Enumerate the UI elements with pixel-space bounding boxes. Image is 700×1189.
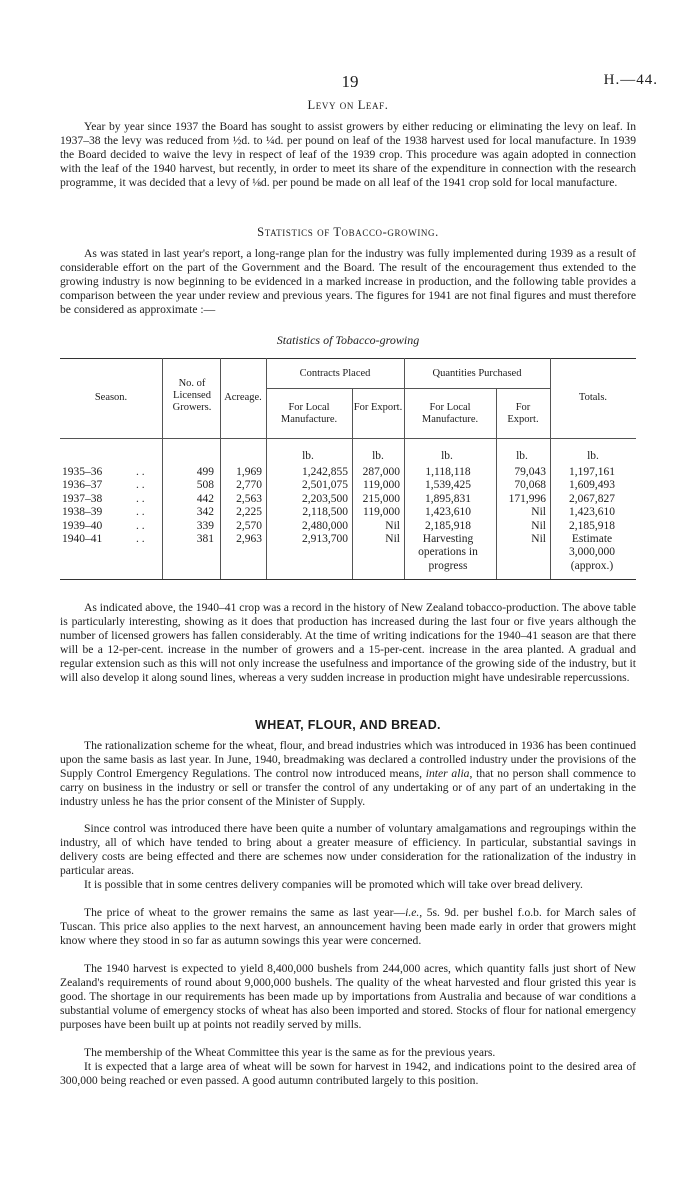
italic-text: inter alia xyxy=(425,766,470,780)
cell-contracts-export: 119,000 xyxy=(363,506,400,519)
unit-label: lb. xyxy=(441,450,453,462)
cell-contracts-local: 2,501,075 xyxy=(302,479,348,492)
unit-label: lb. xyxy=(587,450,599,462)
document-reference: H.—44. xyxy=(603,72,658,88)
cell-contracts-local: 2,118,500 xyxy=(302,506,348,519)
cell-quantities-export: Nil xyxy=(531,519,546,532)
cell-growers: 508 xyxy=(196,479,214,492)
column-rule xyxy=(162,358,163,579)
header-acreage: Acreage. xyxy=(224,392,262,403)
header-season: Season. xyxy=(94,392,128,403)
cell-contracts-local: 2,480,000 xyxy=(302,519,348,532)
leader-dots: . . xyxy=(136,506,145,519)
cell-season: 1938–39 xyxy=(62,506,103,519)
cell-quantities-local: Harvesting operations in progress xyxy=(418,533,478,572)
cell-growers: 442 xyxy=(196,492,214,505)
unit-label: lb. xyxy=(302,450,314,462)
header-growers: No. of Licensed Growers. xyxy=(172,378,212,413)
stats-heading: Statistics of Tobacco-growing. xyxy=(257,225,439,239)
cell-contracts-export: Nil xyxy=(385,533,400,545)
cell-contracts-local: 1,242,855 xyxy=(302,466,348,478)
cell-quantities-export: Nil xyxy=(531,506,546,519)
cell-growers: 342 xyxy=(196,506,214,519)
text-run: 5s. 9d. per bushel f.o.b. for March sales of Tuscan. This price also applies to the next harvest, an announcement having been made early in order that growers might know where they stood in so far as autumn sowings this year were concerned. xyxy=(60,906,636,947)
cell-acreage: 1,969 xyxy=(236,466,262,478)
leader-dots: . . xyxy=(136,466,145,478)
levy-paragraph: Year by year since 1937 the Board has sought to assist growers by either reducing or eliminating the levy on leaf. In 1937–38 the levy was reduced from ½d. to ¼d. per pound on leaf of the 1938 harvest used for local manufacture. In 1939 the Board decided to waive the levy in respect of leaf of the 1939 crop. This procedure was again adopted in connection with the leaf of the 1940 harvest, but recently, in order to meet its share of the expenditure in connection with the research programme, it was decided that a levy of ⅛d. per pound be made on all leaf of the 1941 crop sold for local manufacture. xyxy=(60,120,636,189)
cell-growers: 381 xyxy=(196,533,214,545)
page-number: 19 xyxy=(341,72,359,91)
cell-season: 1935–36 xyxy=(62,466,103,478)
cell-season: 1940–41 xyxy=(62,533,103,545)
after-table-paragraph: As indicated above, the 1940–41 crop was a record in the history of New Zealand tobacco-production. The above table is particularly interesting, showing as it does that production has increased during the last four or five years although the number of licensed growers has fallen considerably. At the time of writing indications for the 1940–41 season are that there will be a 12-per-cent. increase in the number of growers and a 15-per-cent. increase in the area planted. A gradual and regular extension such as this will not only increase the usefulness and importance of the growing side of the industry, but it will also develop it along sound lines, whereas a very sudden increase in production might have undesirable repercussions. xyxy=(60,601,636,684)
cell-season: 1937–38 xyxy=(62,492,103,505)
cell-quantities-export: 79,043 xyxy=(514,466,546,478)
cell-total: 1,609,493 xyxy=(569,479,615,492)
cell-growers: 339 xyxy=(196,519,214,532)
cell-total: 1,423,610 xyxy=(569,506,615,519)
cell-acreage: 2,563 xyxy=(236,492,262,505)
cell-season: 1936–37 xyxy=(62,479,103,492)
wheat-paragraph-2: Since control was introduced there have been quite a number of voluntary amalgamations and regroupings within the industry, all of which have tended to bring about a greater measure of efficiency. In particular, substantial savings in delivery costs are being effected and there are schemes now under consideration for the rationalization of the industry in particular areas. xyxy=(60,822,636,877)
cell-contracts-local: 2,913,700 xyxy=(302,533,348,545)
header-contracts: Contracts Placed xyxy=(299,368,371,379)
header-quantities: Quantities Purchased xyxy=(432,368,522,379)
wheat-heading: WHEAT, FLOUR, AND BREAD. xyxy=(255,718,441,732)
cell-quantities-local: 2,185,918 xyxy=(425,519,471,532)
table-bottom-rule xyxy=(60,579,636,580)
cell-acreage: 2,570 xyxy=(236,519,262,532)
text-run: The price of wheat to the grower remains the same as last year— xyxy=(84,906,406,919)
cell-quantities-local: 1,895,831 xyxy=(425,492,471,505)
cell-season: 1939–40 xyxy=(62,519,103,532)
header-quantities-local: For Local Manufacture. xyxy=(421,402,479,425)
cell-contracts-export: Nil xyxy=(385,519,400,532)
cell-total: 1,197,161 xyxy=(569,466,615,478)
unit-label: lb. xyxy=(516,450,528,462)
cell-quantities-export: 70,068 xyxy=(514,479,546,492)
header-totals: Totals. xyxy=(578,392,608,403)
cell-total: 2,185,918 xyxy=(569,519,615,532)
header-rule xyxy=(266,388,550,389)
header-contracts-export: For Export. xyxy=(353,402,403,413)
wheat-paragraph-5: The 1940 harvest is expected to yield 8,400,000 bushels from 244,000 acres, which quantity falls just short of New Zealand's requirements of round about 9,000,000 bushels. The quality of the wheat harvested and flour gristed this year is good. The shortage in our requirements has been made up by importations from Australia and because of war conditions a substantial volume of emergency stocks of wheat has also been imported and stored. Stocks of flour for national emergency purposes have been built up at points not readily served by mills. xyxy=(60,962,636,1031)
cell-quantities-local: 1,423,610 xyxy=(425,506,471,519)
wheat-paragraph-1 xyxy=(60,739,636,809)
levy-heading: Levy on Leaf. xyxy=(307,98,389,112)
leader-dots: . . xyxy=(136,479,145,492)
cell-acreage: 2,770 xyxy=(236,479,262,492)
wheat-paragraph-6: The membership of the Wheat Committee this year is the same as for the previous years. xyxy=(84,1046,496,1059)
wheat-paragraph-4 xyxy=(60,906,636,948)
unit-label: lb. xyxy=(372,450,384,462)
cell-acreage: 2,225 xyxy=(236,506,262,519)
stats-paragraph: As was stated in last year's report, a long-range plan for the industry was fully implemented during 1939 as a result of considerable effort on the part of the Government and the Board. The result of the encouragement thus extended to the growing industry is now beginning to be evidenced in a marked increase in production, and the following table provides a comparison between the year under review and previous years. The figures for 1941 are not final figures and must therefore be considered as approximate :— xyxy=(60,247,636,316)
header-bottom-rule xyxy=(60,438,636,439)
cell-contracts-export: 119,000 xyxy=(363,479,400,492)
wheat-paragraph-7: It is expected that a large area of wheat will be sown for harvest in 1942, and indications point to the desired area of 300,000 being reached or even passed. A good autumn contributed largely to this position. xyxy=(60,1060,636,1087)
cell-quantities-local: 1,539,425 xyxy=(425,479,471,492)
tobacco-statistics-table xyxy=(60,358,636,580)
header-contracts-local: For Local Manufacture. xyxy=(280,402,338,425)
table-caption: Statistics of Tobacco-growing xyxy=(276,333,420,347)
leader-dots: . . xyxy=(136,492,145,505)
cell-growers: 499 xyxy=(196,466,214,478)
leader-dots: . . xyxy=(136,519,145,532)
cell-contracts-local: 2,203,500 xyxy=(302,492,348,505)
cell-contracts-export: 215,000 xyxy=(362,492,400,505)
cell-quantities-export: 171,996 xyxy=(508,492,546,505)
cell-contracts-export: 287,000 xyxy=(362,466,400,478)
italic-text: i.e., xyxy=(405,906,423,919)
cell-acreage: 2,963 xyxy=(236,533,262,545)
text-run: The rationalization scheme for the wheat, flour, and bread industries which was introduced in 1936 has been continued upon the same basis as last year. In June, 1940, breadmaking was declared a controlled industry under the provisions of the Supply Control Emergency Regulations. The control now introduced means, xyxy=(60,739,636,780)
wheat-paragraph-3: It is possible that in some centres delivery companies will be promoted which will take over bread delivery. xyxy=(84,878,583,891)
cell-quantities-export: Nil xyxy=(531,533,546,545)
leader-dots: . . xyxy=(136,533,145,545)
cell-total: 2,067,827 xyxy=(569,492,615,505)
text-run: , that no person shall commence to carry on business in the industry or sell or transfer the control of any undertaking or of any part of an undertaking in the industry unless he has the prior consent of the Minister of Supply. xyxy=(60,766,636,808)
header-quantities-export: For Export. xyxy=(507,402,539,425)
cell-quantities-local: 1,118,118 xyxy=(425,466,471,478)
cell-total: Estimate 3,000,000 (approx.) xyxy=(569,533,615,572)
